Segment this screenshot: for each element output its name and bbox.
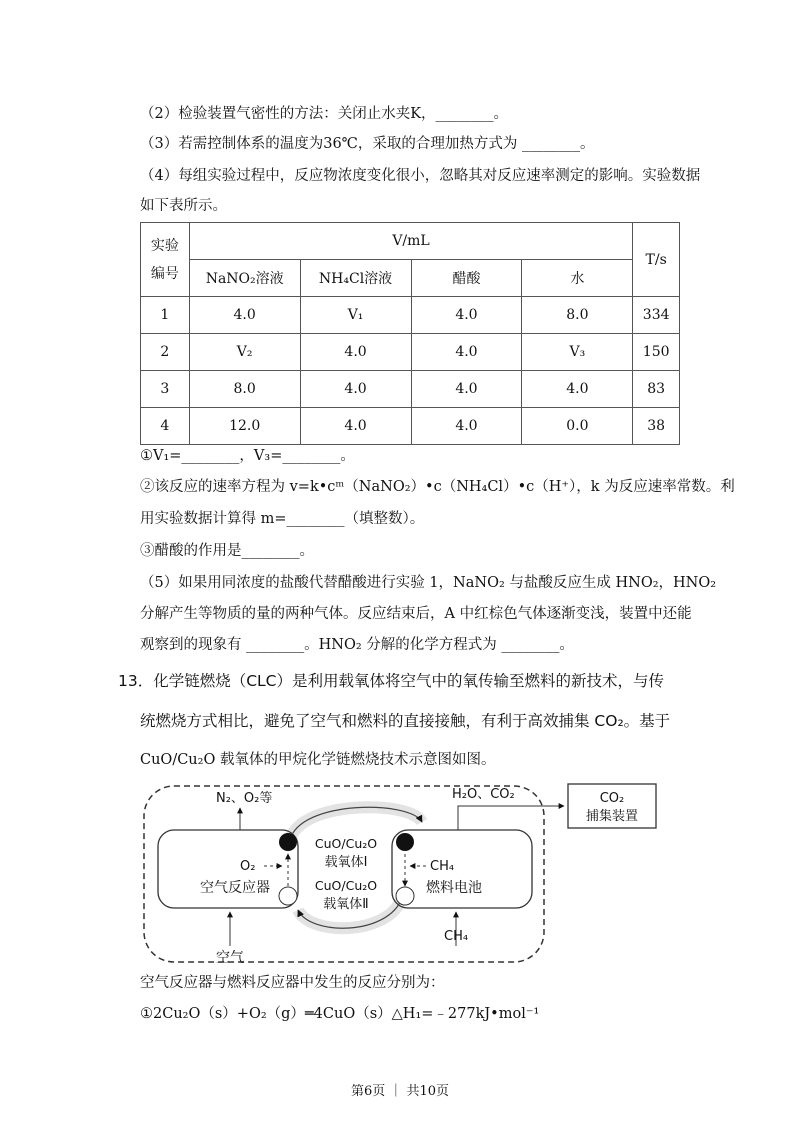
table-cell: 4.0 — [522, 371, 633, 408]
table-row — [141, 371, 680, 408]
clc-diagram — [140, 778, 660, 968]
table-cell: 4.0 — [411, 408, 522, 445]
white-particle-left-icon — [279, 887, 297, 905]
table-row — [141, 408, 680, 445]
question-4-sub1: ①V₁=________，V₃=________。 — [140, 448, 355, 464]
table-cell: 1 — [141, 297, 190, 334]
air-reactor-box — [158, 830, 298, 908]
air-reactor-label: 空气反应器 — [200, 880, 270, 896]
table-row — [141, 334, 680, 371]
table-cell: 12.0 — [189, 408, 300, 445]
capture-label: 捕集装置 — [585, 809, 639, 824]
reaction-1: ①2Cu₂O（s）+O₂（g）═4CuO（s）△H₁=﹣277kJ•mol⁻¹ — [140, 1006, 540, 1022]
table-cell: 4.0 — [300, 334, 411, 371]
after-diagram-text: 空气反应器与燃料反应器中发生的反应分别为： — [140, 975, 445, 991]
table-cell: 3 — [141, 371, 190, 408]
question-4-line1: （4）每组实验过程中，反应物浓度变化很小，忽略其对反应速率测定的影响。实验数据 — [140, 168, 701, 184]
question-5-line2: 分解产生等物质的量的两种气体。反应结束后，A 中红棕色气体逐渐变浅，装置中还能 — [140, 606, 692, 622]
question-4-line2: 如下表所示。 — [140, 198, 227, 214]
header-nano2: NaNO₂溶液 — [189, 260, 300, 297]
header-time: T/s — [633, 223, 680, 297]
table-cell: 4.0 — [300, 371, 411, 408]
o2-label: O₂ — [240, 859, 256, 874]
header-exp: 实验 编号 — [141, 223, 190, 297]
table-cell: 0.0 — [522, 408, 633, 445]
header-nh4cl: NH₄Cl溶液 — [300, 260, 411, 297]
header-volume: V/mL — [189, 223, 633, 260]
question-2: （2）检验装置气密性的方法：关闭止水夹K，________。 — [140, 106, 509, 122]
header-acetic: 醋酸 — [411, 260, 522, 297]
table-cell: 83 — [633, 371, 680, 408]
table-cell: V₃ — [522, 334, 633, 371]
table-cell: 2 — [141, 334, 190, 371]
question-4-sub2-line1: ②该反应的速率方程为 v=k•cᵐ（NaNO₂）•c（NH₄Cl）•c（H⁺），k 为反应速率常数。利 — [140, 479, 735, 495]
n2-o2-label: N₂、O₂等 — [216, 791, 273, 806]
table-cell: 4.0 — [411, 371, 522, 408]
table-cell: 150 — [633, 334, 680, 371]
question-13-line3: CuO/Cu₂O 载氧体的甲烷化学链燃烧技术示意图如图。 — [140, 752, 496, 768]
question-3: （3）若需控制体系的温度为36℃，采取的合理加热方式为 ________。 — [140, 136, 595, 152]
question-13-line1: 13．化学链燃烧（CLC）是利用载氧体将空气中的氧传输至燃料的新技术，与传 — [118, 672, 665, 690]
ch4-bottom-label: CH₄ — [444, 929, 469, 944]
question-4-sub3: ③醋酸的作用是________。 — [140, 543, 314, 559]
table-cell: 8.0 — [522, 297, 633, 334]
page-footer: 第6页 ｜ 共10页 — [350, 1084, 450, 1099]
question-13-line2: 统燃烧方式相比，避免了空气和燃料的直接接触，有利于高效捕集 CO₂。基于 — [140, 712, 671, 730]
table-row — [141, 297, 680, 334]
header-water: 水 — [522, 260, 633, 297]
question-4-sub2-line2: 用实验数据计算得 m=________（填整数）。 — [140, 511, 425, 527]
question-5-line1: （5）如果用同浓度的盐酸代替醋酸进行实验 1，NaNO₂ 与盐酸反应生成 HNO₂，HNO₂ — [140, 575, 717, 591]
white-particle-right-icon — [396, 887, 414, 905]
ch4-inlet-label: CH₄ — [430, 859, 455, 874]
carrier2-formula: CuO/Cu₂O — [314, 878, 378, 893]
black-particle-left-icon — [279, 833, 297, 851]
black-particle-right-icon — [396, 833, 414, 851]
table-cell: 4.0 — [411, 297, 522, 334]
table-cell: 334 — [633, 297, 680, 334]
question-5-line3: 观察到的现象有 ________。HNO₂ 分解的化学方程式为 ________。 — [140, 637, 574, 653]
table-cell: 4 — [141, 408, 190, 445]
table-cell: V₁ — [300, 297, 411, 334]
fuel-cell-label: 燃料电池 — [426, 880, 482, 896]
carrier2-label: 载氧体Ⅱ — [323, 897, 369, 912]
air-inlet-label: 空气 — [216, 950, 244, 966]
carrier1-formula: CuO/Cu₂O — [314, 836, 378, 851]
h2o-co2-label: H₂O、CO₂ — [452, 787, 515, 802]
co2-label: CO₂ — [599, 791, 625, 806]
table-cell: 38 — [633, 408, 680, 445]
table-cell: 8.0 — [189, 371, 300, 408]
table-cell: 4.0 — [411, 334, 522, 371]
carrier1-label: 载氧体Ⅰ — [324, 855, 368, 870]
table-cell: 4.0 — [300, 408, 411, 445]
table-cell: 4.0 — [189, 297, 300, 334]
table-cell: V₂ — [189, 334, 300, 371]
data-table — [140, 222, 680, 445]
